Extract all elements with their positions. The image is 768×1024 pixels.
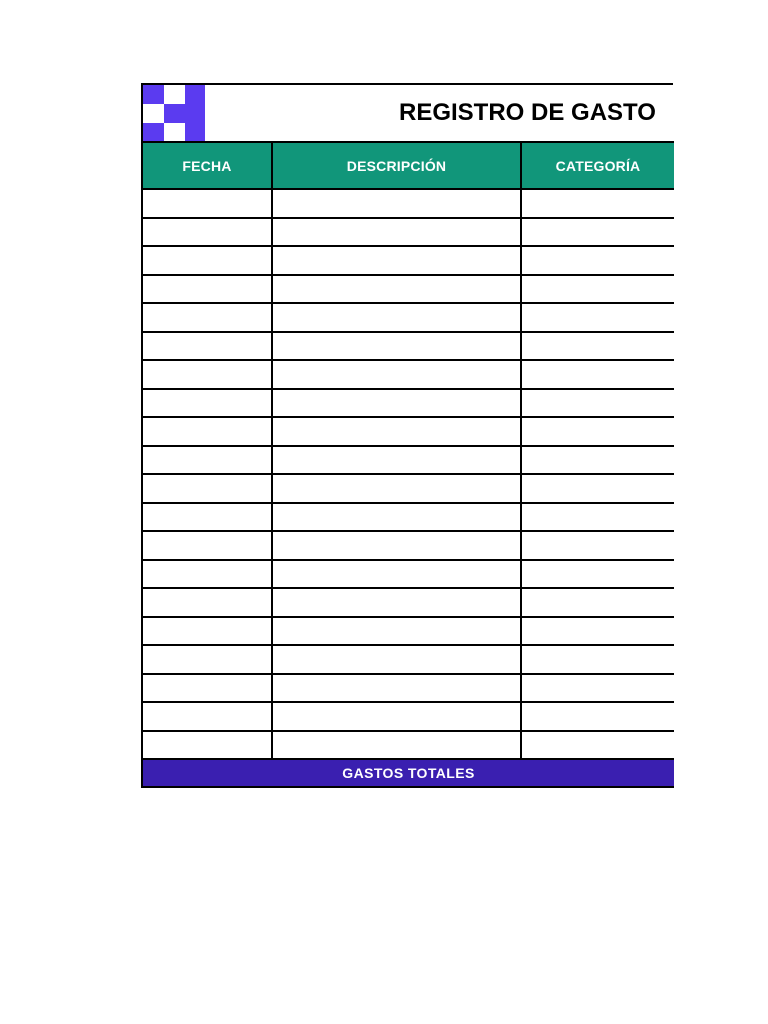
table-row — [142, 474, 674, 503]
fecha-cell[interactable] — [142, 702, 272, 731]
descripcion-cell[interactable] — [272, 275, 521, 304]
categoria-cell[interactable] — [521, 446, 674, 475]
fecha-cell[interactable] — [142, 246, 272, 275]
totals-row — [142, 759, 674, 787]
header-row — [142, 142, 674, 189]
descripcion-cell[interactable] — [272, 189, 521, 218]
table-row — [142, 503, 674, 532]
table-row — [142, 531, 674, 560]
descripcion-cell[interactable] — [272, 389, 521, 418]
table-row — [142, 218, 674, 247]
table-row — [142, 702, 674, 731]
title-bar — [141, 83, 673, 141]
descripcion-cell[interactable] — [272, 617, 521, 646]
column-header-fecha: FECHA — [142, 142, 272, 189]
table-row — [142, 674, 674, 703]
table-row — [142, 246, 674, 275]
table-row — [142, 389, 674, 418]
column-header-descripcion: DESCRIPCIÓN — [272, 142, 521, 189]
categoria-cell[interactable] — [521, 360, 674, 389]
categoria-cell[interactable] — [521, 417, 674, 446]
table-row — [142, 303, 674, 332]
table-row — [142, 731, 674, 760]
descripcion-cell[interactable] — [272, 332, 521, 361]
descripcion-cell[interactable] — [272, 674, 521, 703]
categoria-cell[interactable] — [521, 303, 674, 332]
fecha-cell[interactable] — [142, 531, 272, 560]
descripcion-cell[interactable] — [272, 474, 521, 503]
fecha-cell[interactable] — [142, 588, 272, 617]
total-expenses-label: GASTOS TOTALES — [142, 759, 674, 787]
table-row — [142, 588, 674, 617]
fecha-cell[interactable] — [142, 189, 272, 218]
column-header-categoria: CATEGORÍA — [521, 142, 674, 189]
table-row — [142, 189, 674, 218]
categoria-cell[interactable] — [521, 389, 674, 418]
fecha-cell[interactable] — [142, 275, 272, 304]
table-row — [142, 560, 674, 589]
fecha-cell[interactable] — [142, 360, 272, 389]
table-row — [142, 360, 674, 389]
fecha-cell[interactable] — [142, 218, 272, 247]
descripcion-cell[interactable] — [272, 503, 521, 532]
categoria-cell[interactable] — [521, 731, 674, 760]
categoria-cell[interactable] — [521, 617, 674, 646]
checkered-logo-icon — [143, 85, 205, 141]
table-row — [142, 332, 674, 361]
descripcion-cell[interactable] — [272, 218, 521, 247]
categoria-cell[interactable] — [521, 474, 674, 503]
fecha-cell[interactable] — [142, 560, 272, 589]
fecha-cell[interactable] — [142, 674, 272, 703]
categoria-cell[interactable] — [521, 275, 674, 304]
fecha-cell[interactable] — [142, 417, 272, 446]
categoria-cell[interactable] — [521, 702, 674, 731]
table-row — [142, 446, 674, 475]
table-row — [142, 617, 674, 646]
fecha-cell[interactable] — [142, 332, 272, 361]
expense-table — [141, 141, 674, 788]
categoria-cell[interactable] — [521, 560, 674, 589]
categoria-cell[interactable] — [521, 674, 674, 703]
descripcion-cell[interactable] — [272, 360, 521, 389]
categoria-cell[interactable] — [521, 189, 674, 218]
descripcion-cell[interactable] — [272, 560, 521, 589]
categoria-cell[interactable] — [521, 645, 674, 674]
fecha-cell[interactable] — [142, 503, 272, 532]
table-row — [142, 417, 674, 446]
descripcion-cell[interactable] — [272, 246, 521, 275]
table-row — [142, 645, 674, 674]
fecha-cell[interactable] — [142, 731, 272, 760]
descripcion-cell[interactable] — [272, 531, 521, 560]
descripcion-cell[interactable] — [272, 303, 521, 332]
fecha-cell[interactable] — [142, 617, 272, 646]
categoria-cell[interactable] — [521, 218, 674, 247]
document-title: REGISTRO DE GASTO — [399, 99, 656, 126]
descripcion-cell[interactable] — [272, 645, 521, 674]
descripcion-cell[interactable] — [272, 588, 521, 617]
descripcion-cell[interactable] — [272, 446, 521, 475]
descripcion-cell[interactable] — [272, 731, 521, 760]
categoria-cell[interactable] — [521, 588, 674, 617]
fecha-cell[interactable] — [142, 389, 272, 418]
expense-sheet — [141, 83, 673, 788]
descripcion-cell[interactable] — [272, 702, 521, 731]
categoria-cell[interactable] — [521, 531, 674, 560]
fecha-cell[interactable] — [142, 645, 272, 674]
table-row — [142, 275, 674, 304]
descripcion-cell[interactable] — [272, 417, 521, 446]
fecha-cell[interactable] — [142, 474, 272, 503]
categoria-cell[interactable] — [521, 503, 674, 532]
categoria-cell[interactable] — [521, 332, 674, 361]
categoria-cell[interactable] — [521, 246, 674, 275]
fecha-cell[interactable] — [142, 303, 272, 332]
fecha-cell[interactable] — [142, 446, 272, 475]
